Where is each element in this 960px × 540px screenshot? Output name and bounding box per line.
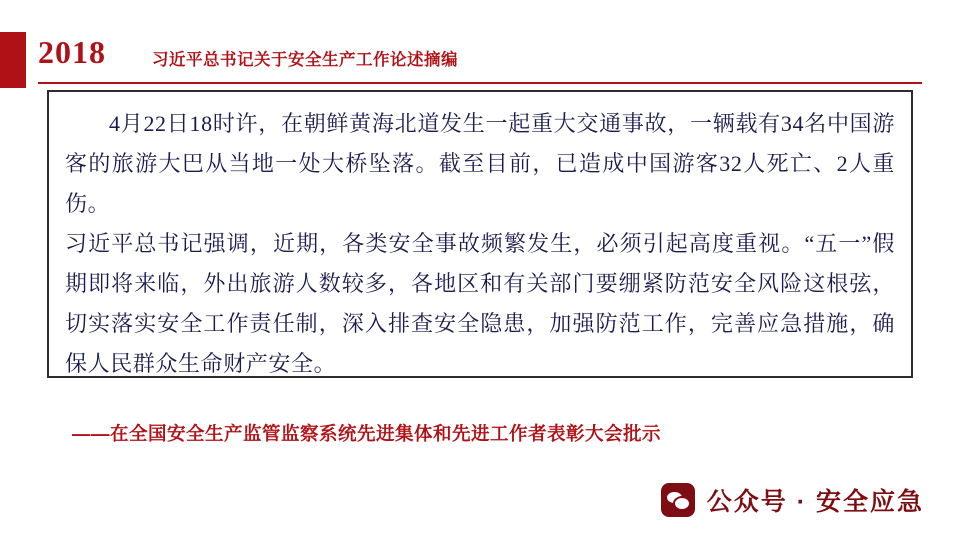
year-label: 2018 bbox=[38, 34, 106, 70]
wechat-icon bbox=[661, 483, 695, 517]
header-accent-block bbox=[0, 32, 26, 88]
header-divider bbox=[38, 82, 922, 84]
footer-watermark bbox=[661, 482, 924, 518]
footer-label: 公众号 · 安全应急 bbox=[706, 488, 924, 516]
content-paragraph-1: 4月22日18时许，在朝鲜黄海北道发生一起重大交通事故，一辆载有34名中国游客的旅游大巴从当地一处大桥坠落。截至目前，已造成中国游客32人死亡、2人重伤。 bbox=[65, 111, 895, 216]
content-paragraph-2: 习近平总书记强调，近期，各类安全事故频繁发生，必须引起高度重视。“五一”假期即将来临，外出旅游人数较多，各地区和有关部门要绷紧防范安全风险这根弦，切实落实安全工作责任制，深入排查安全隐患，加强防范工作，完善应急措施，确保人民群众生命财产安全。 bbox=[65, 231, 895, 376]
content-box bbox=[47, 90, 913, 378]
page-title: 习近平总书记关于安全生产工作论述摘编 bbox=[152, 51, 458, 69]
source-caption: ——在全国安全生产监管监察系统先进集体和先进工作者表彰大会批示 bbox=[72, 423, 662, 444]
slide-header bbox=[0, 32, 960, 88]
